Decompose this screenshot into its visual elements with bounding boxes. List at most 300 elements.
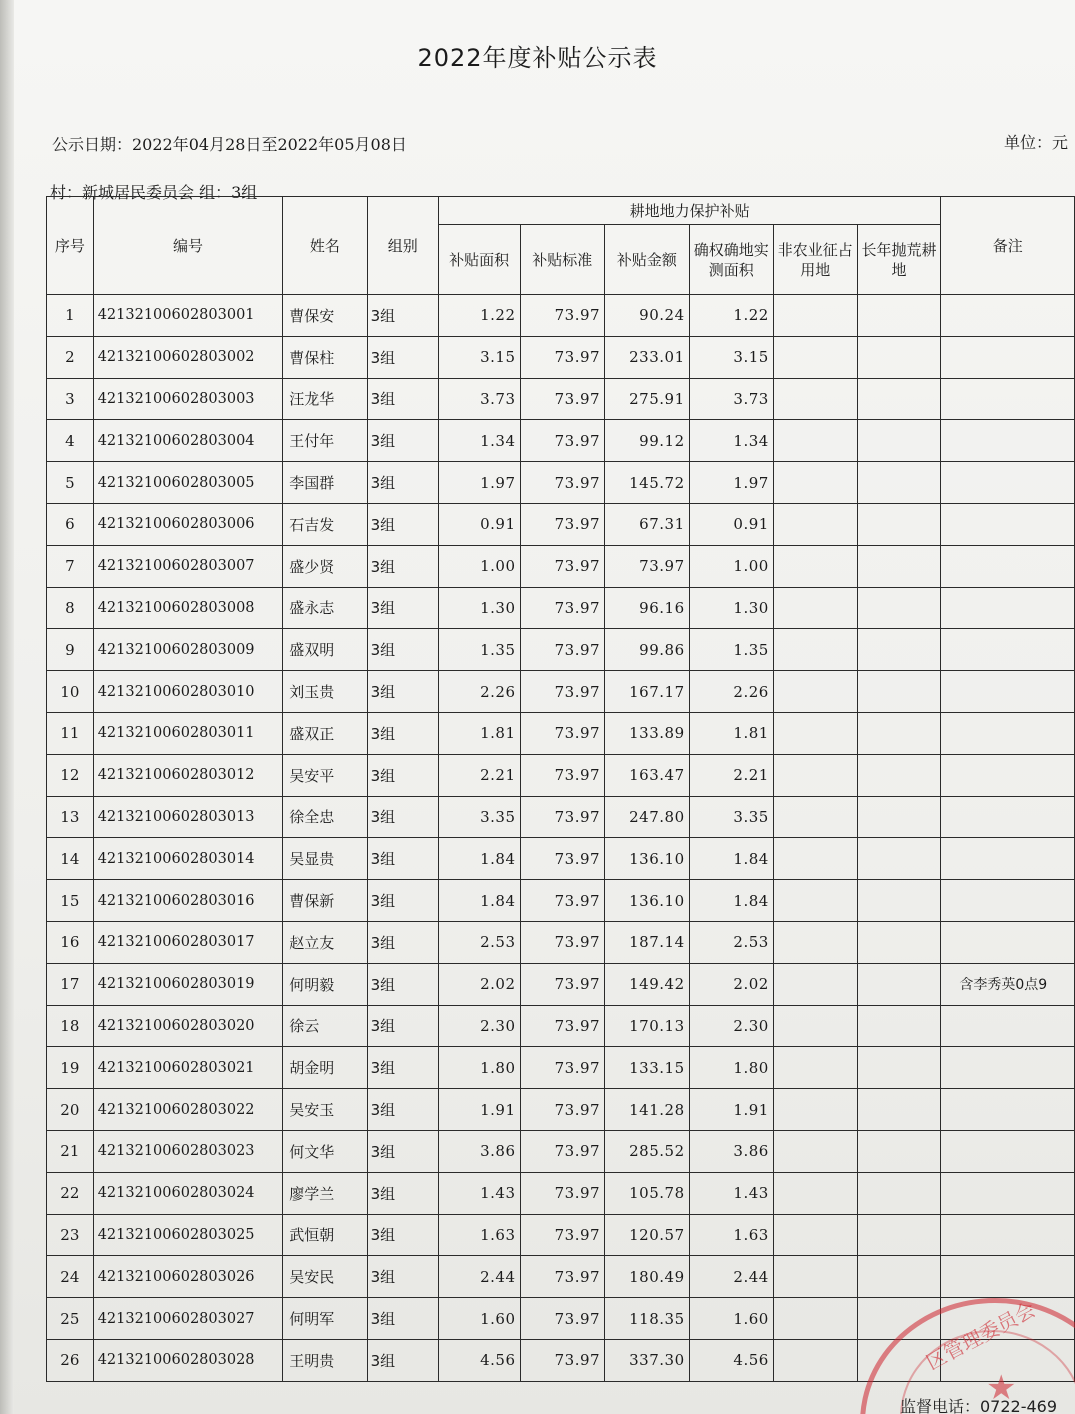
cell-standard: 73.97 <box>520 1005 605 1047</box>
cell-area: 1.34 <box>438 420 520 462</box>
cell-area: 3.15 <box>438 336 520 378</box>
table-row <box>47 963 1075 1005</box>
cell-code: 42132100602803019 <box>93 963 283 1005</box>
cell-code: 42132100602803012 <box>93 754 283 796</box>
cell-code: 42132100602803014 <box>93 838 283 880</box>
cell-group: 3组 <box>367 587 438 629</box>
cell-amount: 180.49 <box>605 1256 690 1298</box>
cell-seq: 7 <box>47 545 94 587</box>
cell-nonfarm <box>773 336 857 378</box>
cell-nonfarm <box>773 963 857 1005</box>
cell-code: 42132100602803001 <box>93 295 283 337</box>
cell-remark: 含李秀英0点9 <box>941 963 1075 1005</box>
cell-seq: 16 <box>47 921 94 963</box>
cell-amount: 141.28 <box>605 1089 690 1131</box>
cell-name: 吴显贵 <box>283 838 367 880</box>
table-body <box>47 295 1075 1382</box>
cell-measured: 0.91 <box>689 503 773 545</box>
cell-standard: 73.97 <box>520 629 605 671</box>
cell-seq: 6 <box>47 503 94 545</box>
cell-name: 刘玉贵 <box>283 671 367 713</box>
cell-group: 3组 <box>367 1214 438 1256</box>
table-row <box>47 462 1075 504</box>
cell-nonfarm <box>773 1172 857 1214</box>
cell-name: 盛少贤 <box>283 545 367 587</box>
cell-remark <box>941 1130 1075 1172</box>
cell-code: 42132100602803021 <box>93 1047 283 1089</box>
cell-nonfarm <box>773 1214 857 1256</box>
cell-measured: 3.35 <box>689 796 773 838</box>
page-shadow <box>0 0 14 1414</box>
cell-seq: 13 <box>47 796 94 838</box>
table-row <box>47 587 1075 629</box>
cell-code: 42132100602803007 <box>93 545 283 587</box>
cell-nonfarm <box>773 629 857 671</box>
cell-seq: 10 <box>47 671 94 713</box>
cell-remark <box>941 712 1075 754</box>
cell-amount: 118.35 <box>605 1298 690 1340</box>
cell-measured: 3.86 <box>689 1130 773 1172</box>
cell-nonfarm <box>773 503 857 545</box>
cell-group: 3组 <box>367 629 438 671</box>
table-row <box>47 796 1075 838</box>
cell-measured: 2.30 <box>689 1005 773 1047</box>
cell-seq: 26 <box>47 1339 94 1381</box>
cell-seq: 11 <box>47 712 94 754</box>
cell-group: 3组 <box>367 671 438 713</box>
cell-seq: 8 <box>47 587 94 629</box>
cell-seq: 17 <box>47 963 94 1005</box>
cell-name: 吴安玉 <box>283 1089 367 1131</box>
cell-standard: 73.97 <box>520 921 605 963</box>
cell-abandoned <box>857 587 941 629</box>
cell-abandoned <box>857 712 941 754</box>
cell-nonfarm <box>773 587 857 629</box>
cell-remark <box>941 336 1075 378</box>
cell-measured: 1.81 <box>689 712 773 754</box>
cell-code: 42132100602803028 <box>93 1339 283 1381</box>
cell-name: 盛双明 <box>283 629 367 671</box>
cell-remark <box>941 838 1075 880</box>
cell-standard: 73.97 <box>520 1130 605 1172</box>
cell-nonfarm <box>773 880 857 922</box>
cell-code: 42132100602803008 <box>93 587 283 629</box>
cell-group: 3组 <box>367 295 438 337</box>
table-row <box>47 712 1075 754</box>
cell-name: 武恒朝 <box>283 1214 367 1256</box>
cell-area: 3.73 <box>438 378 520 420</box>
header-code: 编号 <box>93 197 283 295</box>
cell-name: 何文华 <box>283 1130 367 1172</box>
cell-abandoned <box>857 1005 941 1047</box>
cell-code: 42132100602803006 <box>93 503 283 545</box>
cell-standard: 73.97 <box>520 1256 605 1298</box>
cell-nonfarm <box>773 545 857 587</box>
cell-name: 赵立友 <box>283 921 367 963</box>
cell-name: 吴安平 <box>283 754 367 796</box>
cell-seq: 5 <box>47 462 94 504</box>
cell-remark <box>941 295 1075 337</box>
cell-seq: 3 <box>47 378 94 420</box>
cell-group: 3组 <box>367 1339 438 1381</box>
unit-label: 单位：元 <box>1004 133 1069 152</box>
cell-group: 3组 <box>367 503 438 545</box>
cell-standard: 73.97 <box>520 1047 605 1089</box>
cell-standard: 73.97 <box>520 796 605 838</box>
cell-name: 胡金明 <box>283 1047 367 1089</box>
cell-group: 3组 <box>367 838 438 880</box>
cell-abandoned <box>857 921 941 963</box>
cell-remark <box>941 462 1075 504</box>
cell-standard: 73.97 <box>520 712 605 754</box>
cell-seq: 12 <box>47 754 94 796</box>
cell-area: 1.22 <box>438 295 520 337</box>
cell-remark <box>941 921 1075 963</box>
cell-remark <box>941 1089 1075 1131</box>
cell-amount: 167.17 <box>605 671 690 713</box>
cell-abandoned <box>857 1298 941 1340</box>
supervision-phone: 监督电话：0722-469 <box>900 1397 1058 1414</box>
cell-area: 1.91 <box>438 1089 520 1131</box>
cell-amount: 187.14 <box>605 921 690 963</box>
table-row <box>47 1298 1075 1340</box>
cell-area: 1.81 <box>438 712 520 754</box>
cell-area: 1.00 <box>438 545 520 587</box>
announce-date: 公示日期：2022年04月28日至2022年05月08日 <box>52 135 407 154</box>
cell-remark <box>941 545 1075 587</box>
cell-amount: 285.52 <box>605 1130 690 1172</box>
cell-remark <box>941 1172 1075 1214</box>
cell-area: 1.97 <box>438 462 520 504</box>
cell-abandoned <box>857 671 941 713</box>
cell-area: 1.84 <box>438 880 520 922</box>
cell-name: 王付年 <box>283 420 367 462</box>
cell-measured: 1.35 <box>689 629 773 671</box>
cell-amount: 90.24 <box>605 295 690 337</box>
cell-measured: 1.80 <box>689 1047 773 1089</box>
cell-measured: 3.15 <box>689 336 773 378</box>
cell-amount: 96.16 <box>605 587 690 629</box>
cell-code: 42132100602803002 <box>93 336 283 378</box>
cell-amount: 99.12 <box>605 420 690 462</box>
cell-remark <box>941 1047 1075 1089</box>
cell-nonfarm <box>773 1089 857 1131</box>
cell-nonfarm <box>773 671 857 713</box>
cell-standard: 73.97 <box>520 587 605 629</box>
cell-standard: 73.97 <box>520 1298 605 1340</box>
cell-code: 42132100602803023 <box>93 1130 283 1172</box>
cell-seq: 22 <box>47 1172 94 1214</box>
cell-amount: 163.47 <box>605 754 690 796</box>
cell-abandoned <box>857 420 941 462</box>
cell-remark <box>941 1214 1075 1256</box>
page-title: 2022年度补贴公示表 <box>417 44 658 72</box>
cell-group: 3组 <box>367 1130 438 1172</box>
cell-abandoned <box>857 754 941 796</box>
cell-standard: 73.97 <box>520 462 605 504</box>
table-row <box>47 378 1075 420</box>
cell-seq: 20 <box>47 1089 94 1131</box>
cell-seq: 23 <box>47 1214 94 1256</box>
cell-name: 盛双正 <box>283 712 367 754</box>
cell-name: 徐云 <box>283 1005 367 1047</box>
table-row <box>47 1130 1075 1172</box>
cell-group: 3组 <box>367 545 438 587</box>
table-row <box>47 1172 1075 1214</box>
cell-abandoned <box>857 1172 941 1214</box>
cell-area: 2.02 <box>438 963 520 1005</box>
cell-amount: 149.42 <box>605 963 690 1005</box>
cell-nonfarm <box>773 295 857 337</box>
cell-seq: 18 <box>47 1005 94 1047</box>
cell-group: 3组 <box>367 1005 438 1047</box>
cell-area: 3.86 <box>438 1130 520 1172</box>
cell-area: 3.35 <box>438 796 520 838</box>
cell-code: 42132100602803005 <box>93 462 283 504</box>
cell-group: 3组 <box>367 1089 438 1131</box>
cell-area: 4.56 <box>438 1339 520 1381</box>
cell-remark <box>941 754 1075 796</box>
cell-measured: 2.44 <box>689 1256 773 1298</box>
cell-amount: 275.91 <box>605 378 690 420</box>
cell-nonfarm <box>773 1339 857 1381</box>
cell-measured: 1.60 <box>689 1298 773 1340</box>
cell-group: 3组 <box>367 963 438 1005</box>
cell-measured: 1.30 <box>689 587 773 629</box>
table-row <box>47 295 1075 337</box>
cell-measured: 2.26 <box>689 671 773 713</box>
cell-amount: 99.86 <box>605 629 690 671</box>
cell-measured: 3.73 <box>689 378 773 420</box>
cell-amount: 136.10 <box>605 880 690 922</box>
cell-group: 3组 <box>367 1047 438 1089</box>
cell-measured: 1.63 <box>689 1214 773 1256</box>
cell-standard: 73.97 <box>520 1172 605 1214</box>
cell-area: 0.91 <box>438 503 520 545</box>
cell-nonfarm <box>773 921 857 963</box>
cell-seq: 24 <box>47 1256 94 1298</box>
cell-nonfarm <box>773 754 857 796</box>
cell-standard: 73.97 <box>520 880 605 922</box>
cell-abandoned <box>857 629 941 671</box>
cell-area: 1.84 <box>438 838 520 880</box>
cell-name: 石吉发 <box>283 503 367 545</box>
cell-group: 3组 <box>367 378 438 420</box>
cell-seq: 15 <box>47 880 94 922</box>
cell-standard: 73.97 <box>520 545 605 587</box>
cell-area: 2.30 <box>438 1005 520 1047</box>
cell-measured: 2.21 <box>689 754 773 796</box>
cell-amount: 133.89 <box>605 712 690 754</box>
seal-text: 区管理委员会 <box>922 1297 1040 1375</box>
cell-group: 3组 <box>367 880 438 922</box>
cell-abandoned <box>857 963 941 1005</box>
cell-group: 3组 <box>367 921 438 963</box>
cell-name: 曹保新 <box>283 880 367 922</box>
header-area: 补贴面积 <box>438 225 520 295</box>
cell-remark <box>941 671 1075 713</box>
cell-code: 42132100602803027 <box>93 1298 283 1340</box>
cell-abandoned <box>857 545 941 587</box>
cell-abandoned <box>857 336 941 378</box>
subsidy-table <box>46 196 1075 1382</box>
cell-code: 42132100602803011 <box>93 712 283 754</box>
cell-amount: 73.97 <box>605 545 690 587</box>
cell-group: 3组 <box>367 796 438 838</box>
header-name: 姓名 <box>283 197 367 295</box>
cell-remark <box>941 796 1075 838</box>
village-group-label: 村：新城居民委员会 组：3组 <box>50 183 258 202</box>
cell-remark <box>941 503 1075 545</box>
cell-measured: 1.84 <box>689 880 773 922</box>
cell-nonfarm <box>773 420 857 462</box>
cell-name: 王明贵 <box>283 1339 367 1381</box>
cell-standard: 73.97 <box>520 1089 605 1131</box>
cell-standard: 73.97 <box>520 1214 605 1256</box>
cell-abandoned <box>857 1256 941 1298</box>
cell-nonfarm <box>773 712 857 754</box>
cell-abandoned <box>857 796 941 838</box>
cell-seq: 25 <box>47 1298 94 1340</box>
cell-name: 汪龙华 <box>283 378 367 420</box>
cell-abandoned <box>857 1089 941 1131</box>
cell-nonfarm <box>773 462 857 504</box>
cell-code: 42132100602803024 <box>93 1172 283 1214</box>
cell-code: 42132100602803020 <box>93 1005 283 1047</box>
cell-name: 廖学兰 <box>283 1172 367 1214</box>
cell-nonfarm <box>773 1256 857 1298</box>
cell-measured: 2.02 <box>689 963 773 1005</box>
table-row <box>47 545 1075 587</box>
cell-amount: 170.13 <box>605 1005 690 1047</box>
cell-code: 42132100602803025 <box>93 1214 283 1256</box>
cell-measured: 1.43 <box>689 1172 773 1214</box>
cell-measured: 1.22 <box>689 295 773 337</box>
header-remark: 备注 <box>941 197 1075 295</box>
table-row <box>47 503 1075 545</box>
cell-amount: 136.10 <box>605 838 690 880</box>
cell-area: 1.80 <box>438 1047 520 1089</box>
cell-group: 3组 <box>367 1298 438 1340</box>
cell-remark <box>941 587 1075 629</box>
table-row <box>47 1005 1075 1047</box>
table-row <box>47 1047 1075 1089</box>
cell-code: 42132100602803026 <box>93 1256 283 1298</box>
header-measured: 确权确地实测面积 <box>689 225 773 295</box>
cell-area: 1.43 <box>438 1172 520 1214</box>
cell-name: 何明毅 <box>283 963 367 1005</box>
cell-standard: 73.97 <box>520 963 605 1005</box>
cell-standard: 73.97 <box>520 378 605 420</box>
cell-standard: 73.97 <box>520 295 605 337</box>
header-standard: 补贴标准 <box>520 225 605 295</box>
cell-nonfarm <box>773 378 857 420</box>
cell-amount: 145.72 <box>605 462 690 504</box>
cell-abandoned <box>857 295 941 337</box>
cell-standard: 73.97 <box>520 671 605 713</box>
cell-remark <box>941 378 1075 420</box>
table-row <box>47 838 1075 880</box>
header-subsidy-group: 耕地地力保护补贴 <box>438 197 941 225</box>
cell-amount: 120.57 <box>605 1214 690 1256</box>
cell-abandoned <box>857 1130 941 1172</box>
cell-standard: 73.97 <box>520 754 605 796</box>
cell-code: 42132100602803017 <box>93 921 283 963</box>
cell-measured: 4.56 <box>689 1339 773 1381</box>
cell-remark <box>941 1256 1075 1298</box>
cell-code: 42132100602803022 <box>93 1089 283 1131</box>
cell-name: 盛永志 <box>283 587 367 629</box>
cell-seq: 1 <box>47 295 94 337</box>
cell-group: 3组 <box>367 462 438 504</box>
cell-abandoned <box>857 880 941 922</box>
table-row <box>47 1089 1075 1131</box>
cell-standard: 73.97 <box>520 503 605 545</box>
header-abandoned: 长年抛荒耕地 <box>857 225 941 295</box>
cell-nonfarm <box>773 1130 857 1172</box>
cell-code: 42132100602803016 <box>93 880 283 922</box>
table-row <box>47 754 1075 796</box>
cell-amount: 247.80 <box>605 796 690 838</box>
cell-nonfarm <box>773 1298 857 1340</box>
cell-area: 1.35 <box>438 629 520 671</box>
table-row <box>47 420 1075 462</box>
cell-seq: 4 <box>47 420 94 462</box>
cell-nonfarm <box>773 796 857 838</box>
cell-area: 1.30 <box>438 587 520 629</box>
cell-abandoned <box>857 378 941 420</box>
cell-nonfarm <box>773 1005 857 1047</box>
header-seq: 序号 <box>47 197 94 295</box>
cell-remark <box>941 420 1075 462</box>
cell-group: 3组 <box>367 420 438 462</box>
cell-seq: 21 <box>47 1130 94 1172</box>
cell-seq: 19 <box>47 1047 94 1089</box>
cell-amount: 105.78 <box>605 1172 690 1214</box>
cell-measured: 1.91 <box>689 1089 773 1131</box>
cell-standard: 73.97 <box>520 420 605 462</box>
cell-area: 2.21 <box>438 754 520 796</box>
cell-name: 何明军 <box>283 1298 367 1340</box>
cell-amount: 233.01 <box>605 336 690 378</box>
cell-measured: 1.00 <box>689 545 773 587</box>
cell-area: 2.53 <box>438 921 520 963</box>
cell-measured: 1.97 <box>689 462 773 504</box>
cell-nonfarm <box>773 1047 857 1089</box>
cell-remark <box>941 1005 1075 1047</box>
cell-abandoned <box>857 1047 941 1089</box>
cell-measured: 1.34 <box>689 420 773 462</box>
cell-area: 1.63 <box>438 1214 520 1256</box>
cell-abandoned <box>857 462 941 504</box>
cell-group: 3组 <box>367 712 438 754</box>
table-row <box>47 1214 1075 1256</box>
cell-seq: 14 <box>47 838 94 880</box>
cell-seq: 2 <box>47 336 94 378</box>
cell-standard: 73.97 <box>520 1339 605 1381</box>
cell-name: 徐全忠 <box>283 796 367 838</box>
cell-amount: 337.30 <box>605 1339 690 1381</box>
cell-amount: 133.15 <box>605 1047 690 1089</box>
cell-area: 2.26 <box>438 671 520 713</box>
cell-abandoned <box>857 503 941 545</box>
cell-remark <box>941 880 1075 922</box>
cell-nonfarm <box>773 838 857 880</box>
cell-seq: 9 <box>47 629 94 671</box>
cell-area: 1.60 <box>438 1298 520 1340</box>
cell-code: 42132100602803004 <box>93 420 283 462</box>
cell-amount: 67.31 <box>605 503 690 545</box>
